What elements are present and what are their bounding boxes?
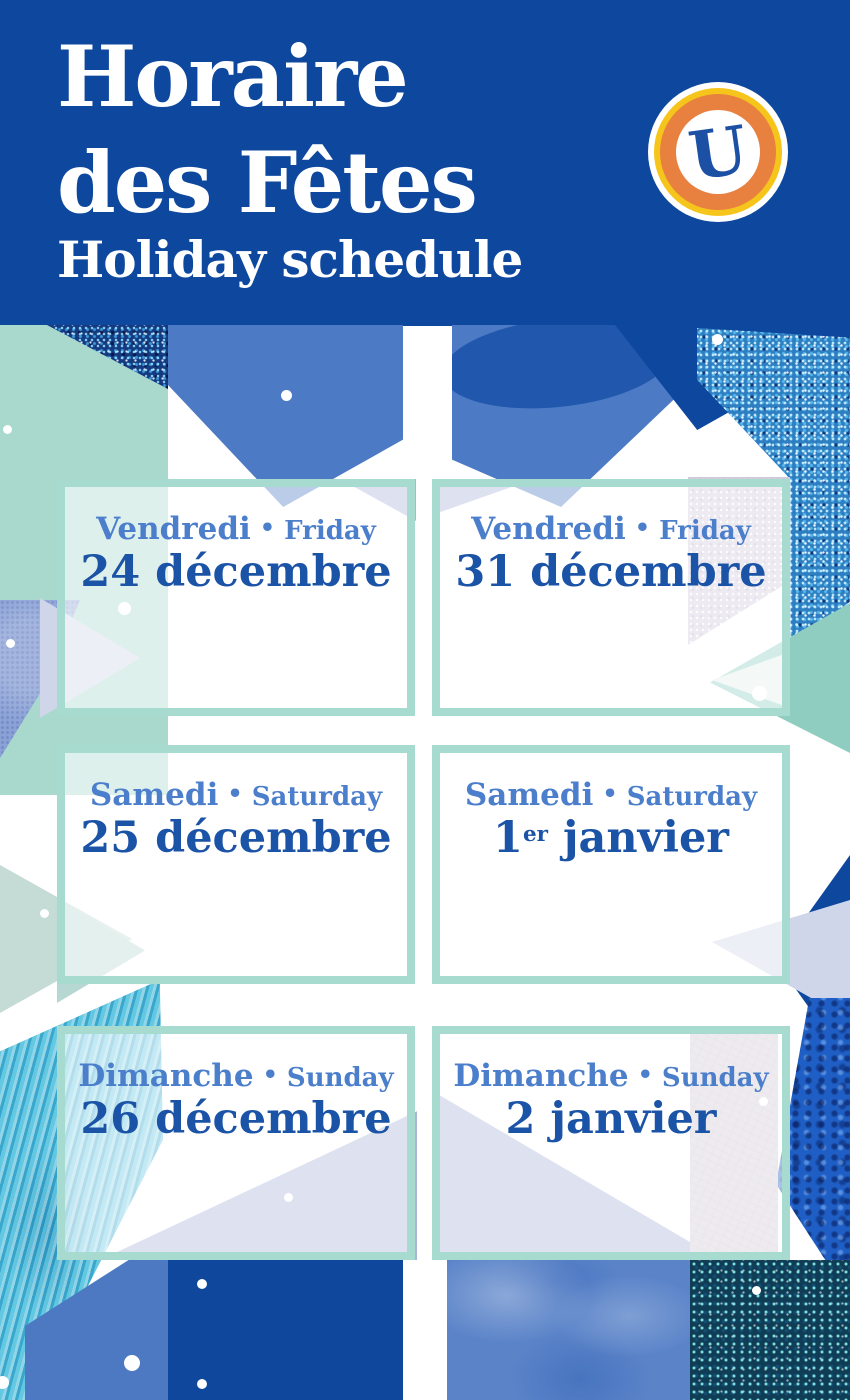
day-label	[440, 1058, 782, 1094]
day-french: Vendredi	[96, 511, 251, 547]
schedule-card-dec24	[57, 479, 415, 716]
day-english: Sunday	[661, 1063, 769, 1093]
schedule-card-dec26	[57, 1026, 415, 1260]
date-main: 25 décembre	[80, 813, 392, 863]
schedule-card-dec25	[57, 745, 415, 984]
day-french: Samedi	[89, 777, 219, 813]
title-french-line1: Horaire	[57, 27, 407, 126]
date-label	[440, 815, 782, 862]
snow-dot	[6, 639, 15, 648]
day-label	[440, 511, 782, 547]
logo-letter: U	[684, 110, 753, 196]
day-label	[65, 1058, 407, 1094]
date-superscript: er	[522, 822, 548, 848]
date-label	[65, 549, 407, 596]
header-titles	[57, 24, 522, 289]
snow-dot	[40, 909, 49, 918]
snow-dot	[752, 686, 767, 701]
title-french-line2: des Fêtes	[57, 132, 476, 232]
date-main: 2 janvier	[505, 1094, 717, 1144]
title-english: Holiday schedule	[57, 229, 523, 289]
schedule-card-jan2	[432, 1026, 790, 1260]
bullet-separator: •	[602, 779, 618, 808]
header	[0, 0, 850, 326]
snow-dot	[284, 1193, 293, 1202]
snow-dot	[712, 334, 723, 345]
date-label	[440, 549, 782, 596]
bg-watercolor-square-bottom	[447, 1260, 690, 1400]
snow-dot	[197, 1379, 207, 1389]
bg-glitter-bottom-right	[690, 1260, 850, 1400]
snow-dot	[3, 425, 12, 434]
day-english: Friday	[659, 516, 751, 546]
day-french: Dimanche	[78, 1058, 254, 1094]
day-french: Vendredi	[471, 511, 626, 547]
snow-dot	[759, 1097, 768, 1106]
day-english: Friday	[284, 516, 376, 546]
snow-dot	[197, 1279, 207, 1289]
snow-dot	[124, 1355, 140, 1371]
bullet-separator: •	[637, 1060, 653, 1089]
day-label	[65, 777, 407, 813]
day-english: Sunday	[286, 1063, 394, 1093]
date-tail: janvier	[547, 813, 729, 863]
date-main: 26 décembre	[80, 1094, 392, 1144]
snow-dot	[752, 1286, 761, 1295]
date-main: 31 décembre	[455, 547, 767, 597]
schedule-card-dec31	[432, 479, 790, 716]
date-label	[65, 1096, 407, 1143]
snow-dot	[118, 602, 131, 615]
day-english: Saturday	[626, 782, 758, 812]
bullet-separator: •	[262, 1060, 278, 1089]
day-english: Saturday	[251, 782, 383, 812]
date-label	[65, 815, 407, 862]
date-label	[440, 1096, 782, 1143]
bullet-separator: •	[227, 779, 243, 808]
bullet-separator: •	[634, 513, 651, 542]
date-main: 1	[493, 813, 523, 863]
uniprix-logo-icon	[648, 82, 788, 222]
schedule-card-jan1	[432, 745, 790, 984]
day-label	[65, 511, 407, 547]
day-french: Dimanche	[453, 1058, 629, 1094]
bullet-separator: •	[259, 513, 276, 542]
date-main: 24 décembre	[80, 547, 392, 597]
day-label	[440, 777, 782, 813]
day-french: Samedi	[464, 777, 594, 813]
snow-dot	[281, 390, 292, 401]
